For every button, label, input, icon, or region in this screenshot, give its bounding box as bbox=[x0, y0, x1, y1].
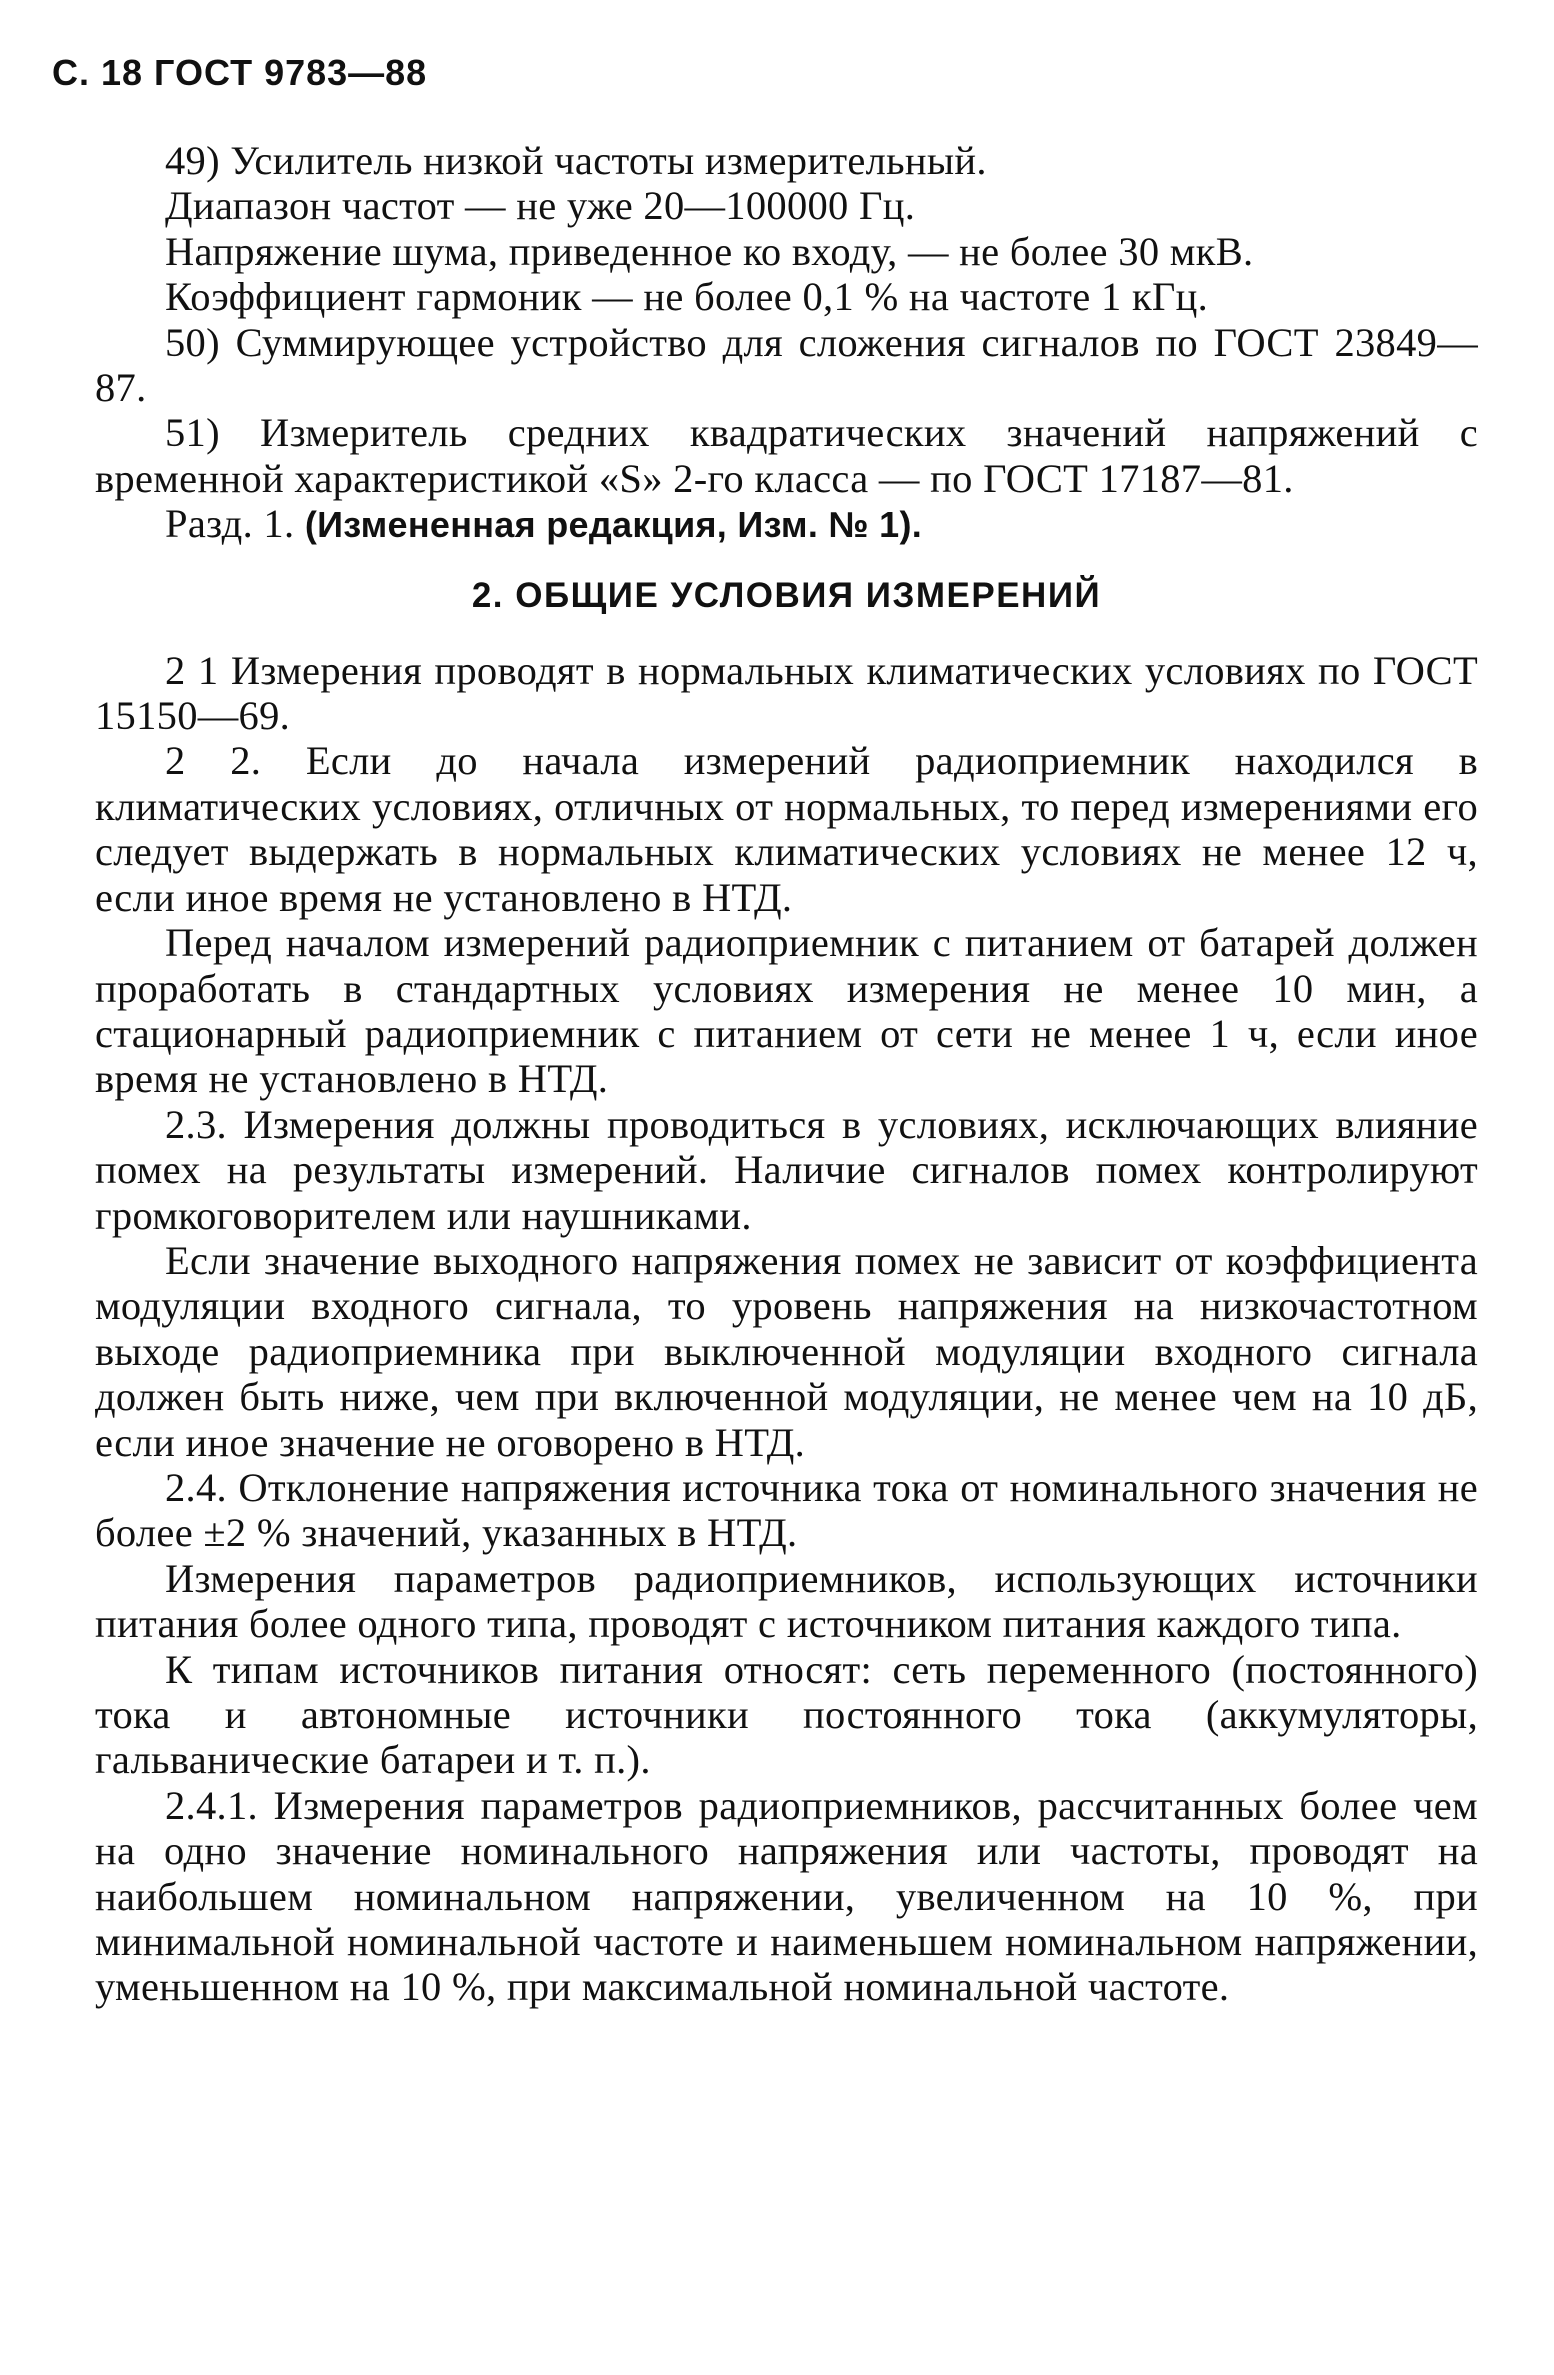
section-1-amendment-note bbox=[95, 501, 1478, 547]
paragraph-2-3-modulation: Если значение выходного напряжения помех не зависит от коэффициента модуляции входного сигнала, то уровень напряжения на низкочастотном выходе радиоприемника при выключенной модуляции входного сигнала должен быть ниже, чем при включенной модуляции, не менее чем на 10 дБ, если иное значение не оговорено в НТД. bbox=[95, 1237, 1478, 1465]
item-50: 50) Суммирующее устройство для сложения сигналов по ГОСТ 23849—87. bbox=[95, 319, 1478, 411]
item-49-noise-voltage: Напряжение шума, приведенное ко входу, — не более 30 мкВ. bbox=[165, 228, 1254, 274]
page-header: С. 18 ГОСТ 9783—88 bbox=[52, 52, 428, 93]
paragraph-2-4-multiple-sources: Измерения параметров радиоприемников, использующих источники питания более одного типа, проводят с источником питания каждого типа. bbox=[95, 1555, 1478, 1647]
item-49-harmonic-coefficient: Коэффициент гармоник — не более 0,1 % на частоте 1 кГц. bbox=[165, 274, 1209, 320]
paragraph-2-4-1: 2.4.1. Измерения параметров радиоприемников, рассчитанных более чем на одно значение номинального напряжения или частоты, проводят на наибольшем номинальном напряжении, увеличенном на 10 %, при минимальной номинальной частоте и наименьшем номинальном напряжении, уменьшенном на 10 %, при максимальной номинальной частоте. bbox=[95, 1782, 1478, 2010]
amendment-prefix: Разд. 1. bbox=[165, 501, 295, 547]
paragraph-2-4-source-types: К типам источников питания относят: сеть переменного (постоянного) тока и автономные источники постоянного тока (аккумуляторы, гальванические батареи и т. п.). bbox=[95, 1646, 1478, 1783]
paragraph-2-1: 2 1 Измерения проводят в нормальных климатических условиях по ГОСТ 15150—69. bbox=[95, 647, 1478, 739]
paragraph-2-4: 2.4. Отклонение напряжения источника тока от номинального значения не более ±2 % значений, указанных в НТД. bbox=[95, 1464, 1478, 1556]
section-2-heading: 2. ОБЩИЕ УСЛОВИЯ ИЗМЕРЕНИЙ bbox=[471, 575, 1102, 615]
item-49-frequency-range: Диапазон частот — не уже 20—100000 Гц. bbox=[165, 183, 916, 229]
document-body bbox=[95, 138, 1478, 2010]
paragraph-2-2-warmup: Перед началом измерений радиоприемник с питанием от батарей должен проработать в стандартных условиях измерения не менее 10 мин, а стационарный радиоприемник с питанием от сети не менее 1 ч, если иное время не установлено в НТД. bbox=[95, 920, 1478, 1102]
item-51: 51) Измеритель средних квадратических значений напряжений с временной характеристикой «S» 2-го класса — по ГОСТ 17187—81. bbox=[95, 410, 1478, 501]
amendment-bold: (Измененная редакция, Изм. № 1). bbox=[304, 504, 923, 546]
paragraph-2-3: 2.3. Измерения должны проводиться в условиях, исключающих влияние помех на результаты измерений. Наличие сигналов помех контролируют громкоговорителем или наушниками. bbox=[95, 1101, 1478, 1238]
item-49: 49) Усилитель низкой частоты измерительный. bbox=[165, 138, 987, 183]
paragraph-2-2: 2 2. Если до начала измерений радиоприемник находился в климатических условиях, отличных от нормальных, то перед измерениями его следует выдержать в нормальных климатических условиях не менее 12 ч, если иное время не установлено в НТД. bbox=[95, 738, 1478, 920]
